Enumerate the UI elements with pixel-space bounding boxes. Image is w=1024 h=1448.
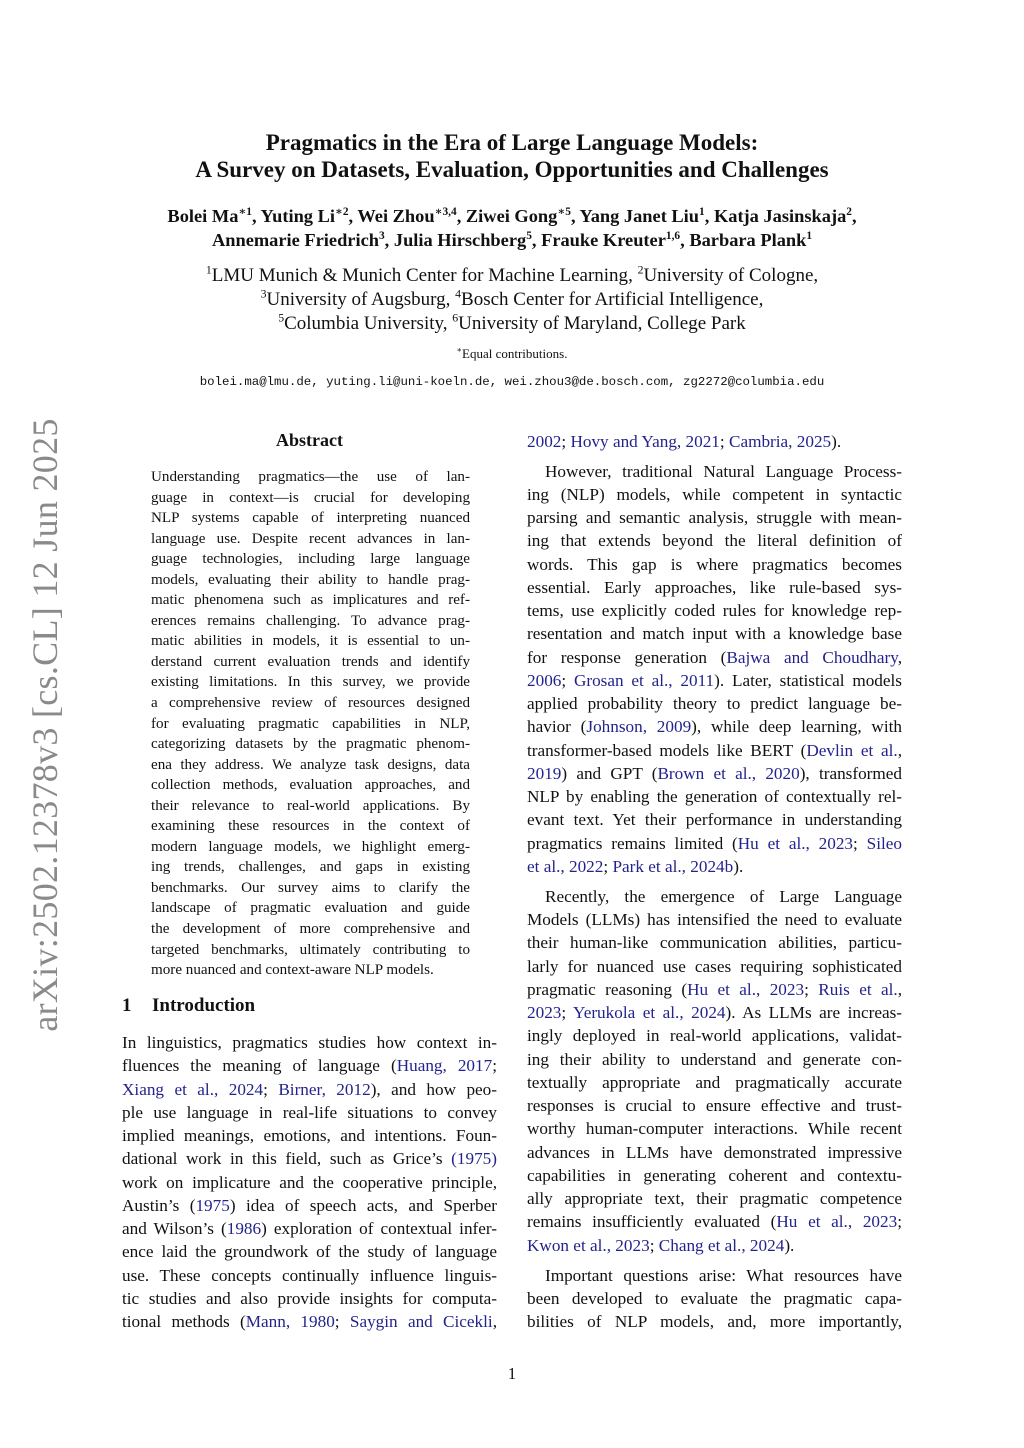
affiliation-marker: 6 — [452, 311, 459, 325]
text-segment: capabilities in generating coherent and contextu- — [527, 1165, 902, 1185]
citation-link[interactable]: Sileo — [866, 833, 902, 853]
title-line-2: A Survey on Datasets, Evaluation, Opportunities and Challenges — [195, 157, 829, 182]
text-segment: their human-like communication abilities, particu- — [527, 933, 902, 953]
abstract-line: for evaluating pragmatic capabilities in NLP, — [151, 715, 470, 732]
author-name: Katja Jasinskaja — [713, 206, 847, 226]
author-name: Annemarie Friedrich — [211, 230, 379, 250]
text-segment: Austin’s ( — [122, 1195, 196, 1215]
text-segment: applied probability theory to predict language be- — [527, 694, 902, 714]
equal-contribution-note — [0, 346, 1024, 362]
text-segment: ; — [603, 856, 613, 876]
author-affiliation-marker: 1 — [806, 229, 813, 242]
text-line — [122, 1310, 497, 1333]
abstract-line: benchmarks. Our survey aims to clarify the — [151, 879, 470, 896]
citation-link[interactable]: 1986 — [226, 1219, 262, 1238]
text-segment: advances in LLMs have demonstrated impressive — [527, 1142, 902, 1162]
text-segment: textually appropriate and pragmatically accurate — [527, 1072, 902, 1092]
text-segment: Models (LLMs) has intensified the need to evaluate — [527, 910, 902, 930]
section-number: 1 — [122, 995, 132, 1016]
text-segment: ). — [733, 856, 744, 876]
text-line — [527, 1117, 902, 1140]
text-line — [122, 1078, 497, 1101]
author-affiliation-marker: 3 — [378, 229, 385, 242]
text-line — [527, 460, 902, 483]
citation-link[interactable]: 2002 — [527, 431, 562, 451]
paragraph — [527, 430, 902, 453]
text-segment: ingly deployed in real-world applications, validat- — [527, 1026, 902, 1046]
text-line — [122, 1031, 497, 1054]
text-segment: tional methods ( — [122, 1312, 246, 1331]
text-segment: ing their ability to understand and generate con- — [527, 1049, 902, 1069]
text-line — [122, 1171, 497, 1194]
text-line — [527, 808, 902, 831]
text-segment: responses is crucial to ensure effective and trust- — [527, 1096, 902, 1116]
text-segment: ing (NLP) models, while competent in syntactic — [527, 484, 902, 504]
author-list — [0, 204, 1024, 252]
text-segment: ; — [561, 1003, 574, 1023]
text-segment: , — [897, 740, 902, 760]
paragraph — [122, 1031, 497, 1333]
abstract-line: the development of more comprehensive and — [151, 921, 470, 938]
author-name: Julia Hirschberg — [393, 230, 527, 250]
author-affiliation-marker: 5 — [526, 229, 532, 242]
text-segment: ), and how peo- — [370, 1079, 497, 1099]
abstract-line: a comprehensive review of resources designed — [151, 695, 470, 712]
author-affiliation-marker: 1 — [699, 205, 705, 218]
citation-link[interactable]: et al., 2022 — [527, 856, 604, 876]
affiliation-marker: 5 — [278, 311, 285, 325]
abstract-line: guage in context—is crucial for developing — [151, 489, 470, 506]
abstract-line: matic phenomena such as implicatures and ref- — [151, 592, 470, 609]
citation-link[interactable]: Birner, 2012 — [278, 1079, 371, 1099]
text-line — [122, 1054, 497, 1077]
affiliation-marker: 2 — [637, 263, 644, 277]
text-segment: evant text. Yet their performance in understanding — [527, 810, 902, 830]
text-segment: ). Later, statistical models — [714, 670, 902, 690]
text-segment: pragmatic reasoning ( — [527, 979, 688, 999]
section-title: Introduction — [152, 995, 256, 1016]
text-segment: work on implicature and the cooperative principle, — [122, 1172, 497, 1192]
citation-link[interactable]: Cambria, 2025 — [728, 431, 832, 451]
text-line — [527, 715, 902, 738]
text-segment: NLP by enabling the generation of contextually rel- — [527, 787, 902, 807]
author-name: Yuting Li — [260, 206, 335, 226]
abstract-body — [151, 467, 470, 981]
abstract-line: matic abilities in models, it is essential to un- — [151, 633, 470, 650]
affiliation-line-2: $^3$University of Augsburg, $^4$Bosch Center for Artificial Intelligence, — [260, 287, 764, 310]
text-line — [122, 1240, 497, 1263]
author-affiliation-marker: ∗1 — [238, 205, 252, 218]
text-segment: parsing and semantic analysis, struggle with mean- — [527, 508, 902, 528]
text-line — [122, 1264, 497, 1287]
text-line — [527, 1234, 902, 1257]
text-segment: ence laid the groundwork of the study of language — [122, 1242, 497, 1262]
equal-contribution-text: Equal contributions. — [462, 346, 568, 361]
text-line — [527, 1164, 902, 1187]
text-segment: ; — [897, 1212, 902, 1232]
text-line — [527, 622, 902, 645]
citation-link[interactable]: Hu et al., 2023 — [737, 833, 854, 853]
text-segment: implied meanings, emotions, and intentions. Foun- — [122, 1126, 497, 1145]
affiliation-name: University of Cologne — [643, 265, 814, 286]
text-segment: tems, use explicitly coded rules for knowledge rep- — [527, 601, 902, 621]
text-segment: Important questions arise: What resources have — [545, 1265, 902, 1285]
abstract-line: guage technologies, including large language — [151, 551, 470, 568]
text-segment: ; — [263, 1079, 279, 1099]
text-line — [527, 1094, 902, 1117]
text-segment: dational work in this field, such as Grice’s — [122, 1149, 452, 1169]
abstract-line: NLP systems capable of interpreting nuanced — [151, 510, 470, 527]
text-line — [122, 1217, 497, 1240]
citation-link[interactable]: Chang et al., 2024 — [658, 1235, 785, 1255]
text-line — [527, 1024, 902, 1047]
text-line — [122, 1101, 497, 1124]
footnote-marker: ∗ — [456, 345, 463, 355]
author-affiliation-marker: 1,6 — [665, 229, 681, 242]
text-line — [527, 599, 902, 622]
text-line — [527, 785, 902, 808]
section-heading-introduction — [122, 995, 255, 1017]
text-segment: However, traditional Natural Language Process- — [545, 461, 902, 481]
text-line — [122, 1124, 497, 1147]
citation-link[interactable]: Mann, 1980 — [245, 1312, 335, 1331]
author-name: Bolei Ma — [167, 206, 239, 226]
text-line — [527, 529, 902, 552]
text-segment: resentation and match input with a knowledge base — [527, 624, 902, 644]
abstract-line: modern language models, we highlight emerg- — [151, 838, 470, 855]
text-line — [527, 1187, 902, 1210]
text-segment: ; — [561, 431, 571, 451]
text-segment: remains insufficiently evaluated ( — [527, 1212, 777, 1232]
author-affiliation-marker: ∗2 — [334, 205, 349, 218]
text-segment: use. These concepts continually influence linguis- — [122, 1265, 497, 1285]
text-segment: been developed to evaluate the pragmatic capa- — [527, 1288, 902, 1308]
text-line — [527, 646, 902, 669]
affiliation-name: Bosch Center for Artificial Intelligence — [461, 289, 759, 310]
text-line — [527, 832, 902, 855]
author-affiliation-marker: 2 — [846, 205, 852, 218]
abstract-line: erences remains challenging. To advance prag- — [151, 612, 470, 629]
citation-link[interactable]: Bajwa and Choudhary — [726, 647, 898, 667]
citation-link[interactable]: Hovy and Yang, 2021 — [570, 431, 720, 451]
affiliation-marker: 3 — [260, 287, 267, 301]
text-segment: ; — [853, 833, 867, 853]
text-line — [527, 855, 902, 878]
text-segment: worthy human-computer interactions. While recent — [527, 1119, 902, 1139]
text-segment: ; — [492, 1056, 497, 1076]
text-line — [527, 692, 902, 715]
affiliation-marker: 1 — [205, 263, 212, 277]
text-segment: bilities of NLP models, and, more importantly, — [527, 1312, 902, 1332]
text-segment: ) and GPT ( — [561, 763, 658, 783]
citation-link[interactable]: (1975) — [451, 1149, 497, 1169]
abstract-line: ena they address. We analyze task designs, data — [151, 756, 470, 773]
text-segment: , — [897, 647, 902, 667]
text-line — [527, 1141, 902, 1164]
text-line — [527, 1048, 902, 1071]
citation-link[interactable]: 2019 — [527, 763, 562, 783]
abstract-line: categorizing datasets by the pragmatic phenom- — [151, 736, 470, 753]
citation-link[interactable]: Xiang et al., 2024 — [122, 1079, 264, 1099]
text-line — [527, 1210, 902, 1233]
abstract-line: existing limitations. In this survey, we provide — [151, 674, 470, 691]
affiliation-name: Columbia University — [284, 313, 443, 334]
text-segment: fluences the meaning of language ( — [122, 1056, 397, 1076]
text-segment: ). — [784, 1235, 795, 1255]
affiliation-name: LMU Munich & Munich Center for Machine Learning — [211, 265, 629, 286]
right-column-body — [527, 430, 902, 1334]
author-name: Ziwei Gong — [465, 206, 558, 226]
text-segment: words. This gap is where pragmatics becomes — [527, 554, 902, 574]
paper-title — [0, 129, 1024, 183]
text-segment: ). As LLMs are increas- — [725, 1003, 903, 1023]
affiliations — [0, 264, 1024, 336]
text-line — [527, 483, 902, 506]
abstract-line: Understanding pragmatics—the use of lan- — [151, 469, 470, 485]
citation-link[interactable]: 2023 — [527, 1003, 562, 1023]
citation-link[interactable]: 2006 — [527, 670, 562, 690]
author-line-1: Bolei $Ma^{∗1}$, Yuting $Li^{∗2}$, Wei Zhou$^{∗3,4}$, Ziwei Gong$^{∗5}$, Yang Janet Liu$^1$, Katja Jasinskaja$^2$, — [167, 205, 857, 226]
text-line — [527, 669, 902, 692]
text-segment: In linguistics, pragmatics studies how context in- — [122, 1033, 497, 1052]
abstract-line: models, evaluating their ability to handle prag- — [151, 571, 470, 588]
title-line-1: Pragmatics in the Era of Large Language Models: — [265, 130, 759, 155]
abstract-line: targeted benchmarks, ultimately contributing to — [151, 941, 470, 958]
text-line — [527, 553, 902, 576]
text-segment: ), transformed — [799, 763, 902, 783]
abstract-line: collection methods, evaluation approaches, and — [151, 777, 470, 794]
text-line — [527, 1001, 902, 1024]
text-segment: and Wilson’s ( — [122, 1219, 227, 1238]
abstract-line: ing trends, challenges, and gaps in existing — [151, 859, 470, 876]
text-segment: ally appropriate text, their pragmatic competence — [527, 1189, 902, 1209]
text-line — [527, 908, 902, 931]
text-line — [527, 739, 902, 762]
abstract-line: more nuanced and context-aware NLP models. — [151, 962, 434, 979]
author-affiliation-marker: ∗3,4 — [434, 205, 457, 218]
text-line — [527, 506, 902, 529]
affiliation-line-3: $^5$Columbia University, $^6$University of Maryland, College Park — [278, 311, 746, 334]
author-line-2: Annemarie Friedrich$^3$, Julia Hirschberg$^5$, Frauke Kreuter$^{1,6}$, Barbara Plank$^1$ — [211, 229, 813, 250]
text-segment: essential. Early approaches, like rule-based sys- — [527, 577, 902, 597]
affiliation-name: University of Augsburg — [266, 289, 446, 310]
text-segment: transformer-based models like BERT ( — [527, 740, 807, 760]
abstract-line: language use. Despite recent advances in lan- — [151, 530, 470, 547]
text-line — [527, 1310, 902, 1333]
text-line — [527, 1071, 902, 1094]
citation-link[interactable]: 1975 — [195, 1195, 230, 1215]
page-number: 1 — [507, 1364, 517, 1383]
text-segment: pragmatics remains limited ( — [527, 833, 738, 853]
text-segment: ). — [831, 431, 842, 451]
text-segment: ; — [804, 979, 819, 999]
citation-link[interactable]: Yerukola et al., 2024 — [573, 1003, 726, 1023]
author-name: Barbara Plank — [689, 230, 807, 250]
abstract-line: their relevance to real-world applications. By — [151, 797, 470, 814]
text-line — [527, 430, 902, 453]
citation-link[interactable]: Hu et al., 2023 — [687, 979, 805, 999]
citation-link[interactable]: Park et al., 2024b — [612, 856, 734, 876]
text-segment: havior ( — [527, 717, 587, 737]
text-segment: ), while deep learning, with — [691, 717, 902, 737]
text-segment: ple use language in real-life situations to convey — [122, 1102, 497, 1122]
citation-link[interactable]: Grosan et al., 2011 — [573, 670, 715, 690]
citation-link[interactable]: Kwon et al., 2023 — [527, 1235, 650, 1255]
text-segment: ) idea of speech acts, and Sperber — [229, 1195, 497, 1215]
citation-link[interactable]: Ruis et al. — [818, 979, 898, 999]
text-segment: , — [897, 979, 902, 999]
abstract-line: landscape of pragmatic evaluation and guide — [151, 900, 470, 917]
text-segment: , — [492, 1312, 497, 1331]
text-line — [527, 978, 902, 1001]
affiliation-line-1: $^1$LMU Munich & Munich Center for Machine Learning, $^2$University of Cologne, — [205, 263, 819, 286]
text-line — [527, 762, 902, 785]
affiliation-marker: 4 — [455, 287, 462, 301]
text-segment: ing that extends beyond the literal definition of — [527, 531, 902, 551]
citation-link[interactable]: Brown et al., 2020 — [657, 763, 800, 783]
text-line — [122, 1287, 497, 1310]
citation-link[interactable]: Johnson, 2009 — [586, 717, 692, 737]
text-segment: ; — [334, 1312, 350, 1331]
abstract-line: examining these resources in the context of — [151, 818, 470, 835]
text-segment: ) exploration of contextual infer- — [261, 1219, 497, 1238]
author-affiliation-marker: ∗5 — [557, 205, 571, 218]
text-segment: ; — [649, 1235, 659, 1255]
citation-link[interactable]: Saygin and Cicekli — [349, 1312, 493, 1331]
citation-link[interactable]: Devlin et al. — [806, 740, 898, 760]
citation-link[interactable]: Hu et al., 2023 — [776, 1212, 898, 1232]
abstract-line: derstand current evaluation trends and identify — [151, 653, 470, 670]
text-line — [527, 576, 902, 599]
text-segment: for response generation ( — [527, 647, 727, 667]
text-line — [527, 885, 902, 908]
author-name: Frauke Kreuter — [541, 230, 666, 250]
text-segment: ; — [561, 670, 574, 690]
text-line — [122, 1147, 497, 1170]
text-line — [527, 931, 902, 954]
text-line — [122, 1194, 497, 1217]
citation-link[interactable]: Huang, 2017 — [396, 1056, 493, 1076]
paragraph — [527, 885, 902, 1257]
text-segment: tic studies and also provide insights for computa- — [122, 1288, 497, 1308]
text-line — [527, 1264, 902, 1287]
author-name: Wei Zhou — [357, 206, 435, 226]
author-name: Yang Janet Liu — [579, 206, 700, 226]
text-segment: ; — [719, 431, 729, 451]
affiliation-name: University of Maryland, College Park — [458, 313, 746, 334]
paragraph — [527, 460, 902, 879]
author-emails[interactable]: bolei.ma@lmu.de, yuting.li@uni-koeln.de, wei.zhou3@de.bosch.com, zg2272@columbia.edu — [199, 375, 825, 389]
paragraph — [527, 1264, 902, 1334]
left-column-body — [122, 1031, 497, 1333]
abstract-heading: Abstract — [276, 430, 343, 450]
text-segment: Recently, the emergence of Large Language — [545, 886, 902, 906]
arxiv-identifier-sidebar[interactable]: arXiv:2502.12378v3 [cs.CL] 12 Jun 2025 — [25, 418, 65, 1032]
text-line — [527, 955, 902, 978]
text-line — [527, 1287, 902, 1310]
text-segment: larly for nuanced use cases requiring sophisticated — [527, 956, 902, 976]
